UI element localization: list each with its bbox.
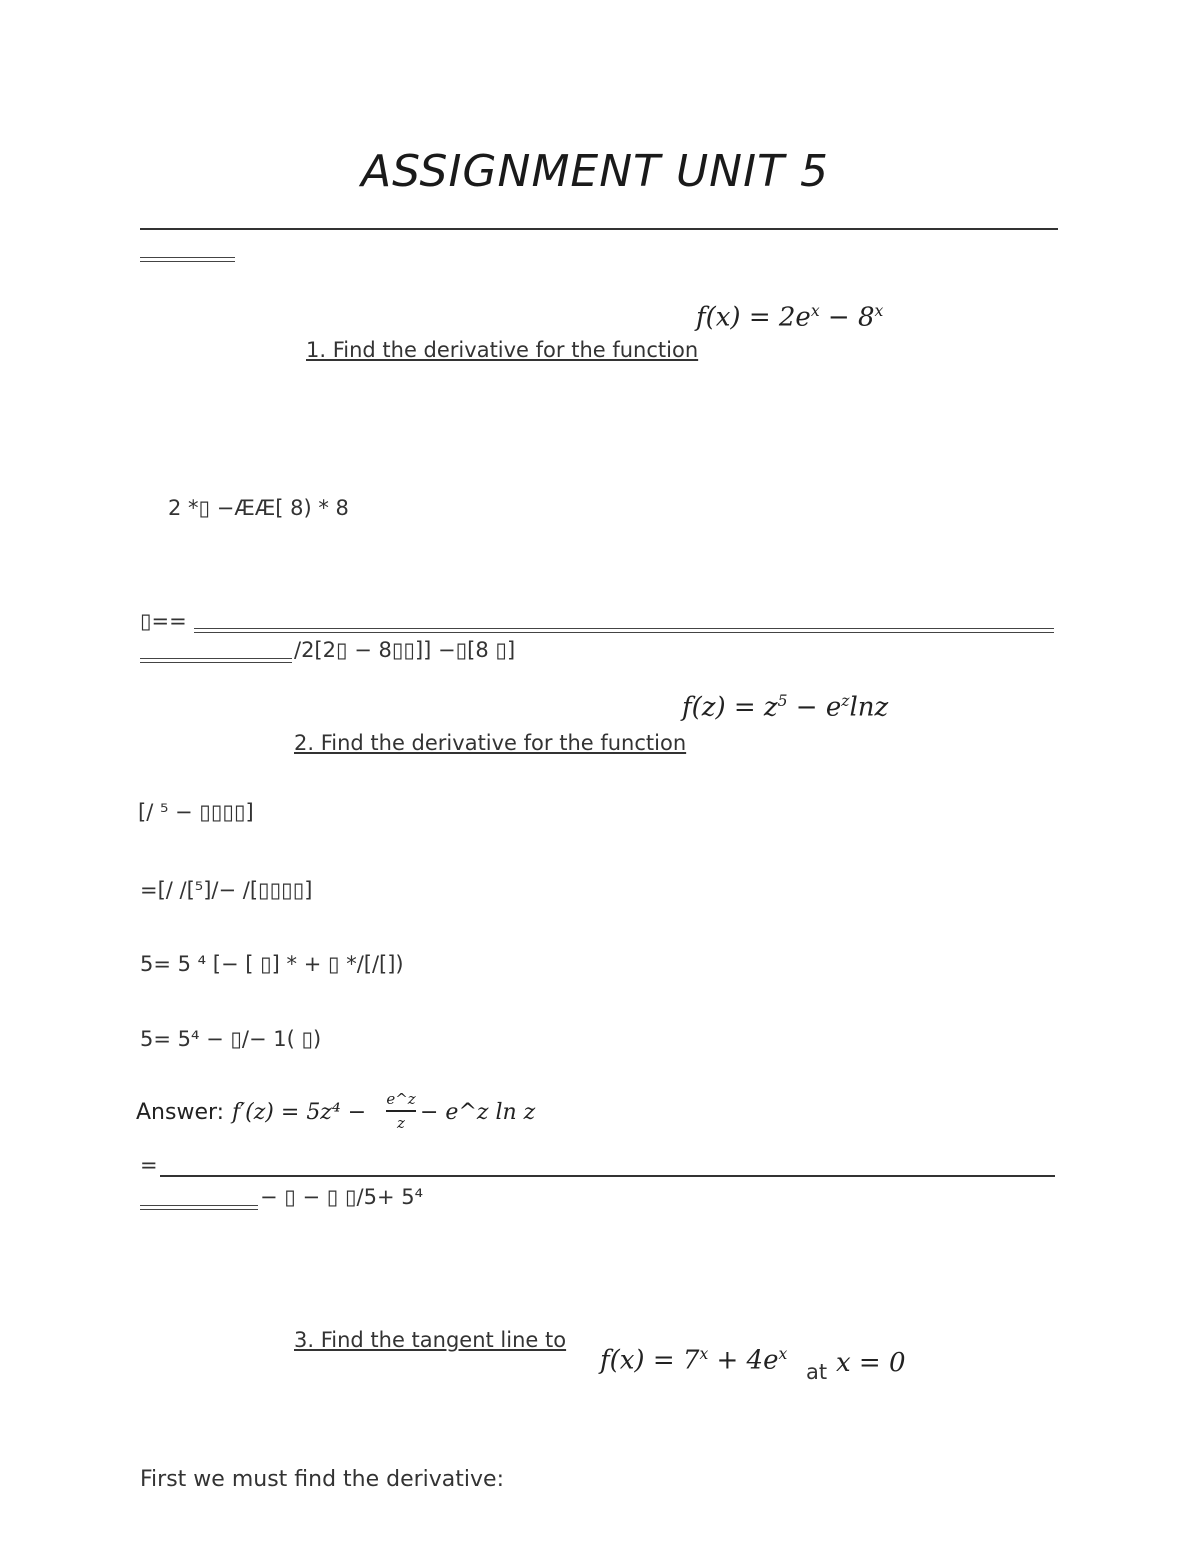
- q2-answer-label: Answer:: [136, 1100, 225, 1125]
- q1-label: 1. Find the derivative for the function: [306, 338, 699, 362]
- short-double-rule: [140, 257, 235, 262]
- body-text: First we must find the derivative:: [140, 1467, 504, 1492]
- q1-formula: $f(x) = 2e^x - 8^x$: [696, 302, 884, 333]
- q3-at-word: at: [806, 1360, 828, 1384]
- q2-step-3: 5= 5 ⁴ [− [ ▯] * + ▯ */[/[]): [140, 952, 404, 976]
- q2-step-4: 5= 5⁴ − ▯/− 1( ▯): [140, 1027, 322, 1051]
- q2-answer-fraction-denominator: z: [397, 1114, 405, 1132]
- q1-work-line-b-lead: ▯==: [140, 609, 187, 633]
- q2-step-2: =[/ /[⁵]/− /[▯▯▯▯]: [140, 878, 313, 902]
- q2-label: 2. Find the derivative for the function: [294, 731, 687, 755]
- q2-answer-fraction: [386, 1090, 416, 1132]
- q2-short-rule: [140, 1205, 258, 1210]
- q2-answer-fraction-numerator: e^z: [386, 1090, 416, 1108]
- q2-step-1: [/ ⁵ − ▯▯▯▯]: [138, 800, 254, 824]
- title-underline: [140, 228, 1058, 230]
- q3-condition: x = 0: [836, 1348, 906, 1378]
- q3-formula: $f(x) = 7^x + 4e^x$: [600, 1345, 788, 1376]
- q2-answer-tail: − e^z ln z: [420, 1100, 536, 1125]
- q2-long-rule: [160, 1175, 1055, 1177]
- q1-long-rule: [194, 628, 1054, 633]
- q3-label: 3. Find the tangent line to: [294, 1328, 567, 1352]
- q2-work-line-c-tail: − ▯ − ▯ ▯/5+ 5⁴: [260, 1185, 424, 1209]
- q2-answer-expression: f′(z) = 5z⁴ −: [232, 1100, 367, 1125]
- q1-work-line-a: 2 *▯ −ÆÆ[ 8) * 8: [168, 496, 349, 520]
- page-title: ASSIGNMENT UNIT 5: [361, 146, 829, 197]
- q1-short-rule: [140, 658, 292, 663]
- q2-work-line-c-lead: =: [140, 1153, 158, 1177]
- q2-formula: $f(z) = z^5 - e^z\ln z$: [682, 692, 889, 723]
- q2-answer-fraction-bar: [386, 1110, 416, 1112]
- q1-work-line-b-tail: /2[2▯ − 8▯▯]] −▯[8 ▯]: [294, 638, 516, 662]
